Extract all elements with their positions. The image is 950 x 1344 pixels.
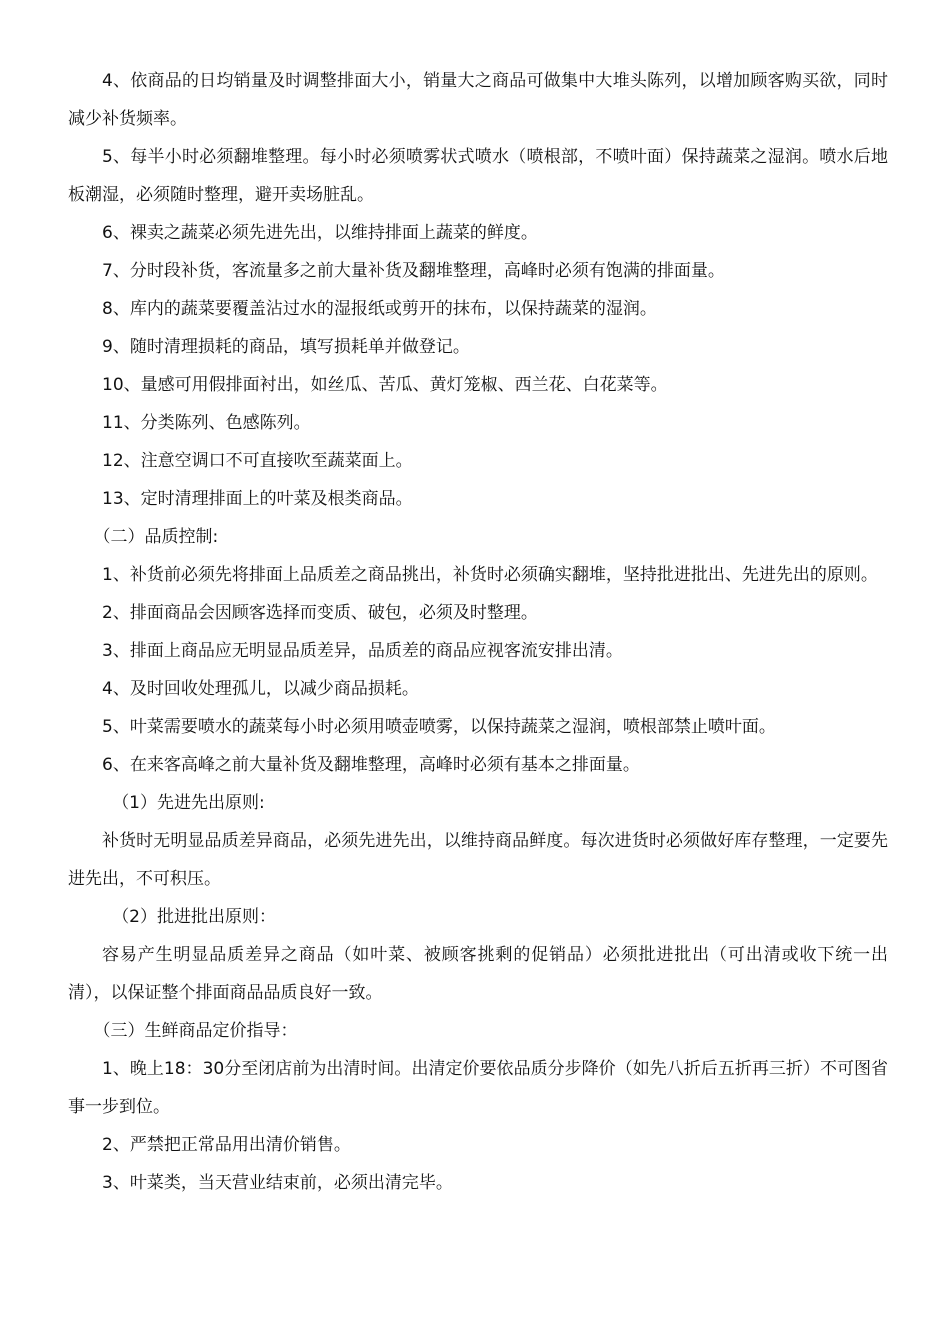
paragraph: 2、严禁把正常品用出清价销售。: [102, 1135, 351, 1155]
subsection-heading: （2）批进批出原则：: [112, 907, 277, 927]
paragraph: 6、在来客高峰之前大量补货及翻堆整理，高峰时必须有基本之排面量。: [102, 755, 640, 775]
paragraph: 6、裸卖之蔬菜必须先进先出，以维持排面上蔬菜的鲜度。: [102, 223, 538, 243]
paragraph: 7、分时段补货，客流量多之前大量补货及翻堆整理，高峰时必须有饱满的排面量。: [102, 261, 725, 281]
paragraph: 10、量感可用假排面衬出，如丝瓜、苦瓜、黄灯笼椒、西兰花、白花菜等。: [102, 375, 668, 395]
paragraph: 5、叶菜需要喷水的蔬菜每小时必须用喷壶喷雾，以保持蔬菜之湿润，喷根部禁止喷叶面。: [102, 717, 776, 737]
paragraph: 4、及时回收处理孤儿，以减少商品损耗。: [102, 679, 419, 699]
section-heading: （二）品质控制:: [93, 527, 219, 547]
paragraph: 1、补货前必须先将排面上品质差之商品挑出，补货时必须确实翻堆，坚持批进批出、先进先出的原则。: [102, 565, 878, 585]
paragraph: 8、库内的蔬菜要覆盖沾过水的湿报纸或剪开的抹布，以保持蔬菜的湿润。: [102, 299, 657, 319]
paragraph: 2、排面商品会因顾客选择而变质、破包，必须及时整理。: [102, 603, 538, 623]
paragraph: 12、注意空调口不可直接吹至蔬菜面上。: [102, 451, 413, 471]
section-heading: （三）生鲜商品定价指导：: [93, 1021, 298, 1041]
paragraph: 补货时无明显品质差异商品，必须先进先出，以维持商品鲜度。每次进货时必须做好库存整理，一定要先进先出，不可积压。: [68, 831, 888, 889]
paragraph: 11、分类陈列、色感陈列。: [102, 413, 311, 433]
paragraph: 4、依商品的日均销量及时调整排面大小，销量大之商品可做集中大堆头陈列，以增加顾客购买欲，同时减少补货频率。: [68, 71, 888, 129]
subsection-heading: （1）先进先出原则:: [112, 793, 265, 813]
paragraph: 容易产生明显品质差异之商品（如叶菜、被顾客挑剩的促销品）必须批进批出（可出清或收下统一出清），以保证整个排面商品品质良好一致。: [68, 945, 888, 1003]
paragraph: 3、排面上商品应无明显品质差异，品质差的商品应视客流安排出清。: [102, 641, 623, 661]
paragraph: 5、每半小时必须翻堆整理。每小时必须喷雾状式喷水（喷根部，不喷叶面）保持蔬菜之湿润。喷水后地板潮湿，必须随时整理，避开卖场脏乱。: [68, 147, 888, 205]
document-page: [68, 62, 888, 1202]
paragraph: 1、晚上18：30分至闭店前为出清时间。出清定价要依品质分步降价（如先八折后五折再三折）不可图省事一步到位。: [68, 1059, 888, 1117]
paragraph: 13、定时清理排面上的叶菜及根类商品。: [102, 489, 413, 509]
paragraph: 9、随时清理损耗的商品，填写损耗单并做登记。: [102, 337, 470, 357]
paragraph: 3、叶菜类，当天营业结束前，必须出清完毕。: [102, 1173, 453, 1193]
